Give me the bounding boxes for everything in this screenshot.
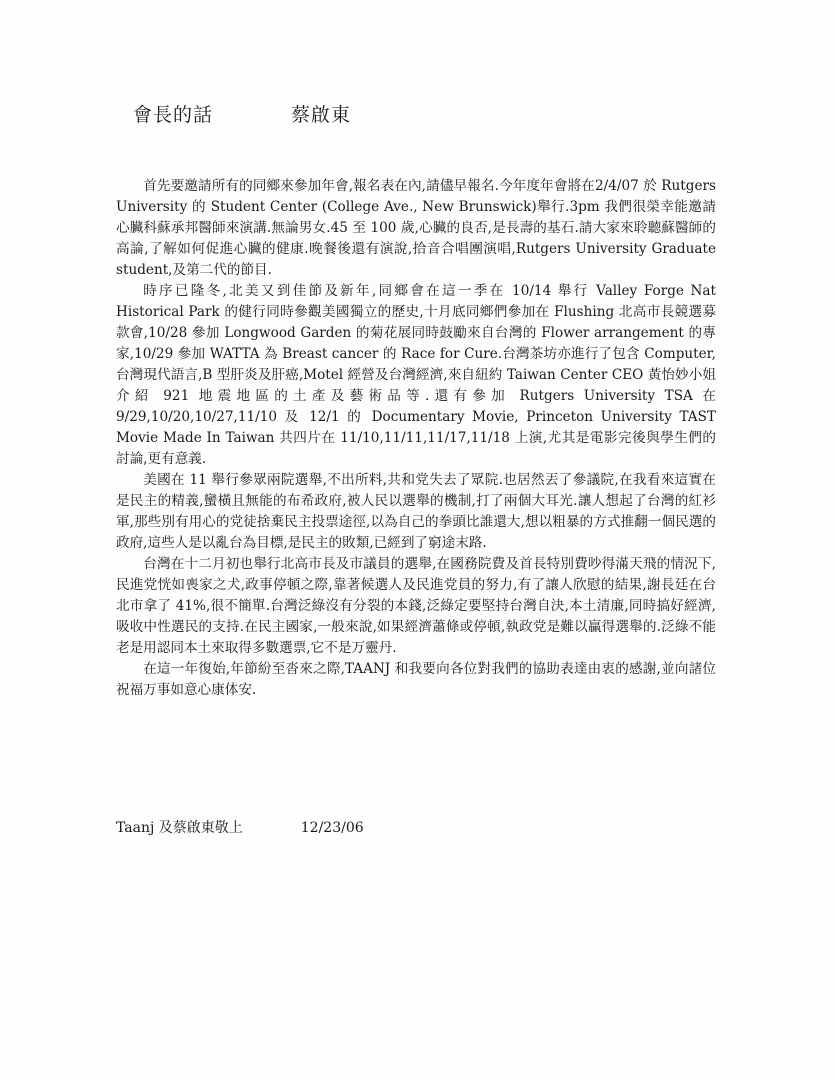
paragraph-closing: 在這一年復始,年節紛至沓來之際,TAANJ 和我要向各位對我們的協助表達由衷的感謝,並向諸位祝福万事如意心康体安. (116, 661, 716, 698)
author-name: 蔡啟東 (291, 104, 352, 126)
letter-body (116, 176, 716, 701)
paragraph-activities: 時序已隆冬,北美又到佳節及新年,同鄉會在這一季在 10/14 舉行 Valley Forge Nat Historical Park 的健行同時參觀美國獨立的歷史,十月底同鄉們參加在 Flushing 北高市長競選募款會,10/28 參加 Longwood Garden 的菊花展同時鼓勵來自台灣的 Flower arrangement 的專家,10/29 參加 WATTA 為 Breast cancer 的 Race for Cure.台灣茶坊亦進行了包含 Computer,台灣現代語言,B 型肝炎及肝癌,Motel 經營及台灣經濟,來自紐約 Taiwan Center CEO 黃怡妙小姐介紹 921 地震地區的土產及藝術品等.還有參加 Rutgers University TSA 在 9/29,10/20,10/27,11/10 及 12/1 的 Documentary Movie, Princeton University TAST Movie Made In Taiwan 共四片在 11/10,11/11,11/17,11/18 上演,尤其是電影完後與學生們的討論,更有意義. (116, 283, 716, 467)
signature-date: 12/23/06 (300, 820, 364, 836)
paragraph-us-election: 美國在 11 舉行參眾兩院選舉,不出所料,共和党失去了眾院.也居然丟了參議院,在我看來這實在是民主的精義,蠻橫且無能的布希政府,被人民以選舉的機制,打了兩個大耳光.讓人想起了台灣的紅衫軍,那些別有用心的党徒捨棄民主投票途徑,以為自己的拳頭比誰還大,想以粗暴的方式推翻一個民選的政府,這些人是以亂台為目標,是民主的敗類,已經到了窮途末路. (116, 472, 716, 551)
page-title: 會長的話 (133, 104, 214, 126)
paragraph-annual-meeting: 首先要邀請所有的同鄉來參加年會,報名表在內,請儘早報名.今年度年會將在2/4/07 於 Rutgers University 的 Student Center (College Ave., New Brunswick)舉行.3pm 我們很榮幸能邀請心臟科蘇承邦醫師來演講.無論男女.45 至 100 歲,心臟的良否,是長壽的基石.請大家來聆聽蘇醫師的高論,了解如何促進心臟的健康.晚餐後還有演說,拾音合唱團演唱,Rutgers University Graduate student,及第二代的節目. (116, 178, 716, 278)
signer: Taanj 及蔡啟東敬上 (116, 820, 243, 836)
signature-line (116, 817, 364, 837)
paragraph-taiwan-election: 台灣在十二月初也舉行北高市長及市議員的選舉,在國務院費及首長特別費吵得滿天飛的情況下,民進党恍如喪家之犬,政事停頓之際,靠著候選人及民進党員的努力,有了讓人欣慰的結果,謝長廷在台北市拿了 41%,很不簡單.台灣泛綠沒有分裂的本錢,泛綠定要堅持台灣自決,本土清廉,同時搞好經濟,吸收中性選民的支持.在民主國家,一般來說,如果經濟蕭條或停頓,執政党是難以贏得選舉的.泛綠不能老是用認同本土來取得多數選票,它不是万靈丹. (116, 556, 716, 656)
header (133, 100, 351, 127)
